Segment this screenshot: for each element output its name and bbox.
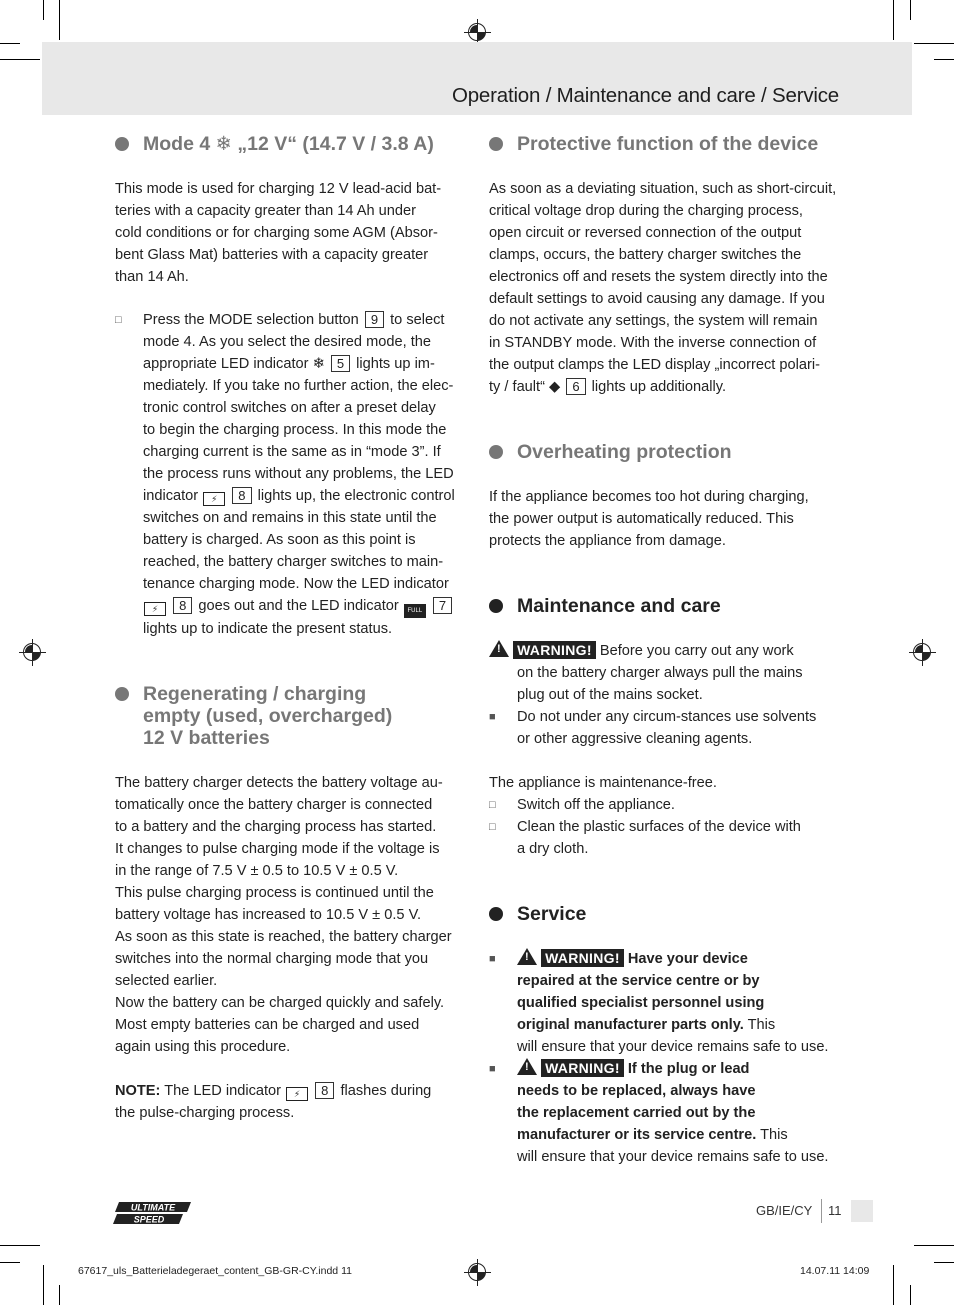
service-warning: ■ ! WARNING! Have your device repaired at the service centre or by qualified specialist personnel using original manufacturer parts only. This will ensure that your device remains safe to use. [489,948,849,1058]
crop-mark [0,1262,20,1263]
regen-line: battery voltage has increased to 10.5 V ± 0.5 V. [115,907,422,923]
protective-line: As soon as a deviating situation, such as short-circuit, [489,181,837,197]
crop-mark [934,1262,954,1263]
snowflake-icon: ❄ [312,356,325,372]
page-number: 11 [828,1203,842,1218]
left-column [115,133,470,1124]
crop-mark [934,59,954,60]
crop-mark [893,0,894,40]
regen-note: the pulse-charging process. [115,1105,295,1121]
ref-number: 8 [315,1082,334,1099]
battery-charging-icon: ⚡ [286,1087,308,1101]
svg-text:ULTIMATE: ULTIMATE [130,1202,176,1213]
battery-full-icon: FULL [404,604,426,618]
warning-icon [517,1058,537,1075]
protective-line: ty / fault“ ◆ 6 lights up additionally. [489,379,727,395]
bullet-dot-icon [489,907,503,921]
regen-line: switches into the normal charging mode that you [115,951,429,967]
regen-line: to a battery and the charging process has started. [115,819,437,835]
page-tab [851,1200,873,1222]
maintenance-step: □ Switch off the appliance. [489,794,849,816]
bullet-dot-icon [115,687,129,701]
bullet-dot-icon [489,445,503,459]
warning-icon [517,948,537,965]
crop-mark [0,43,20,44]
fault-icon: ◆ [549,379,561,395]
checkbox-square-icon: □ [489,821,496,833]
mode4-step: □ Press the MODE selection button 9 to select mode 4. As you select the desired mode, the appropriate LED indicator ❄ 5 lights up im- mediately. If you take no further action, the elec- tronic control switches on after a preset delay to begin the charging process. In this mode the charging current is the same as in “mode 3”. If the process runs without any problems, the LED indicator ⚡ 8 lights up, the electronic control switches on and remains in this state until the battery is charged. As soon as this point is reached, the battery charger switches to main- tenance charging mode. Now the LED indicator ⚡ 8 goes out and the LED indicator FULL 7 lights up to indicate the present status. [115,309,470,640]
maintenance-warning: ! WARNING! Before you carry out any work on the battery charger always pull the mains plug out of the mains socket. [489,640,849,706]
crop-mark [910,1285,911,1305]
regen-line: Most empty batteries can be charged and used [115,1017,420,1033]
mode4-intro-line: than 14 Ah. [115,269,189,285]
checkbox-square-icon: □ [489,799,496,811]
footer-divider [821,1199,822,1223]
overheat-line: the power output is automatically reduced. This [489,511,794,527]
protective-line: in STANDBY mode. With the inverse connection of [489,335,817,351]
protective-line: open circuit or reversed connection of the output [489,225,802,241]
crop-mark [59,0,60,40]
bullet-dot-icon [489,137,503,151]
battery-charging-icon: ⚡ [203,492,225,506]
mode4-heading: Mode 4 ❄ „12 V“ (14.7 V / 3.8 A) [115,133,470,155]
warning-badge: WARNING! [541,949,624,967]
ultimate-speed-logo [113,1200,191,1226]
crop-mark [59,1285,60,1305]
protective-line: critical voltage drop during the charging process, [489,203,803,219]
overheat-line: protects the appliance from damage. [489,533,726,549]
overheat-heading: Overheating protection [489,441,849,463]
regen-note: NOTE: The LED indicator ⚡ 8 flashes during [115,1083,432,1099]
ref-number: 5 [331,355,350,372]
protective-line: the output clamps the LED display „incorrect polari- [489,357,820,373]
ref-number: 8 [232,487,251,504]
protective-heading: Protective function of the device [489,133,849,155]
regen-line: again using this procedure. [115,1039,291,1055]
service-warning: ■ ! WARNING! If the plug or lead needs to be replaced, always have the replacement carried out by the manufacturer or its service centre. This will ensure that your device remains safe to use. [489,1058,849,1168]
crop-mark [43,0,44,20]
warning-badge: WARNING! [541,1059,624,1077]
bullet-dot-icon [489,599,503,613]
maintenance-step: □ Clean the plastic surfaces of the device with a dry cloth. [489,816,849,860]
crop-mark [914,43,954,44]
crop-mark [43,1265,44,1305]
mode4-intro-line: bent Glass Mat) batteries with a capacity greater [115,247,429,263]
mode4-intro-line: cold conditions or for charging some AGM (Absor- [115,225,438,241]
square-bullet-icon: ■ [489,953,496,965]
regen-line: As soon as this state is reached, the battery charger [115,929,452,945]
bullet-dot-icon [115,137,129,151]
regen-line: Now the battery can be charged quickly and safely. [115,995,445,1011]
footer-language: GB/IE/CY [756,1203,813,1218]
square-bullet-icon: ■ [489,711,496,723]
slug-filename: 67617_uls_Batterieladegeraet_content_GB-GR-CY.indd 11 [78,1265,352,1277]
crop-mark [0,1245,40,1246]
ref-number: 7 [433,597,452,614]
maintenance-bullet: ■ Do not under any circum-stances use solvents or other aggressive cleaning agents. [489,706,849,750]
crop-mark [914,1245,954,1246]
regen-line: selected earlier. [115,973,218,989]
checkbox-square-icon: □ [115,314,122,326]
page-title: Operation / Maintenance and care / Service [451,84,839,107]
ref-number: 6 [566,378,585,395]
protective-line: clamps, occurs, the battery charger switches the [489,247,802,263]
regen-line: tomatically once the battery charger is connected [115,797,433,813]
crop-mark [910,0,911,20]
service-heading: Service [489,903,849,925]
regen-line: This pulse charging process is continued until the [115,885,434,901]
right-column [489,133,849,1168]
square-bullet-icon: ■ [489,1063,496,1075]
ref-number: 8 [173,597,192,614]
overheat-line: If the appliance becomes too hot during charging, [489,489,809,505]
crop-mark [893,1265,894,1305]
maintenance-free: The appliance is maintenance-free. [489,775,717,791]
mode4-intro-line: teries with a capacity greater than 14 Ah under [115,203,416,219]
protective-line: do not activate any settings, the system will remain [489,313,818,329]
regen-heading: Regenerating / charging empty (used, overcharged) 12 V batteries [115,683,470,749]
slug-date: 14.07.11 14:09 [800,1265,870,1277]
warning-icon [489,640,509,657]
regen-line: in the range of 7.5 V ± 0.5 to 10.5 V ± 0.5 V. [115,863,399,879]
protective-line: default settings to avoid causing any damage. If you [489,291,825,307]
regen-line: It changes to pulse charging mode if the voltage is [115,841,440,857]
crop-mark [0,59,40,60]
warning-badge: WARNING! [513,641,596,659]
ref-number: 9 [365,311,384,328]
protective-line: electronics off and resets the system directly into the [489,269,828,285]
maintenance-heading: Maintenance and care [489,595,849,617]
svg-text:SPEED: SPEED [133,1214,165,1225]
regen-line: The battery charger detects the battery voltage au- [115,775,443,791]
mode4-intro-line: This mode is used for charging 12 V lead-acid bat- [115,181,442,197]
battery-charging-icon: ⚡ [144,602,166,616]
